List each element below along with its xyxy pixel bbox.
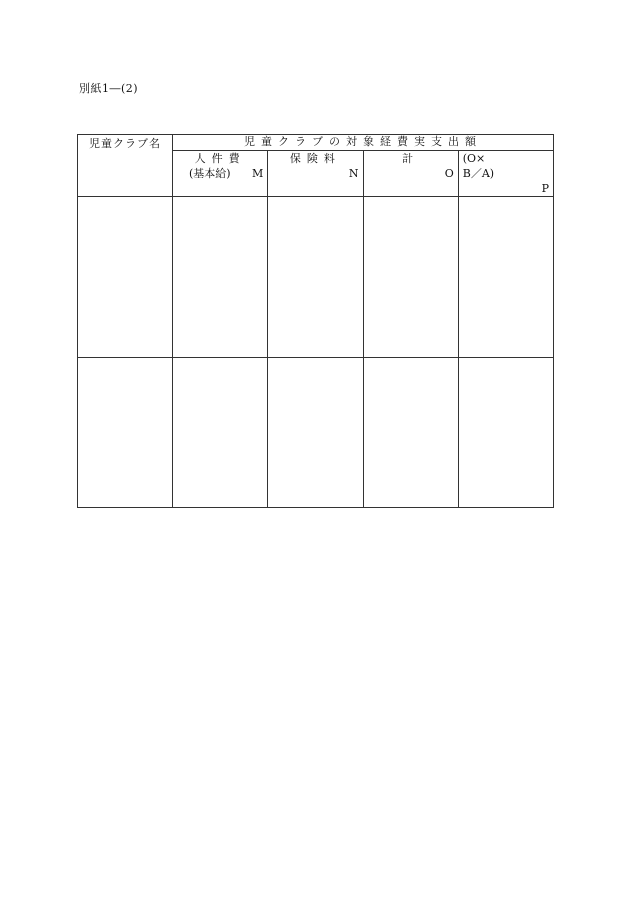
table-row (78, 358, 554, 508)
total-code: O (444, 167, 454, 180)
column-header-insurance (268, 151, 363, 197)
total-cell (363, 358, 458, 508)
total-title: 計 (402, 152, 420, 165)
club-name-header: 児童クラブ名 (78, 135, 173, 197)
personnel-cell (173, 197, 268, 358)
expense-group-header: 児童クラブの対象経費実支出額 (173, 135, 554, 151)
club-name-cell (78, 197, 173, 358)
total-cell (363, 197, 458, 358)
expense-table (77, 134, 554, 508)
column-header-calc (458, 151, 553, 197)
header-row-1 (78, 135, 554, 151)
personnel-subtitle: (基本給) (189, 167, 231, 180)
personnel-code: M (251, 167, 264, 180)
insurance-title: 保険料 (289, 152, 341, 165)
calc-code: P (541, 182, 549, 195)
document-label: 別紙1―(2) (79, 82, 139, 95)
column-header-total (363, 151, 458, 197)
table-row (78, 197, 554, 358)
insurance-cell (268, 358, 363, 508)
personnel-cell (173, 358, 268, 508)
calc-cell (458, 197, 553, 358)
calc-formula-line-2: B／A) (462, 167, 495, 180)
column-header-personnel (173, 151, 268, 197)
insurance-cell (268, 197, 363, 358)
calc-cell (458, 358, 553, 508)
personnel-title: 人件費 (194, 152, 246, 165)
calc-formula-line-1: (O× (462, 152, 486, 165)
insurance-code: N (348, 167, 359, 180)
club-name-cell (78, 358, 173, 508)
